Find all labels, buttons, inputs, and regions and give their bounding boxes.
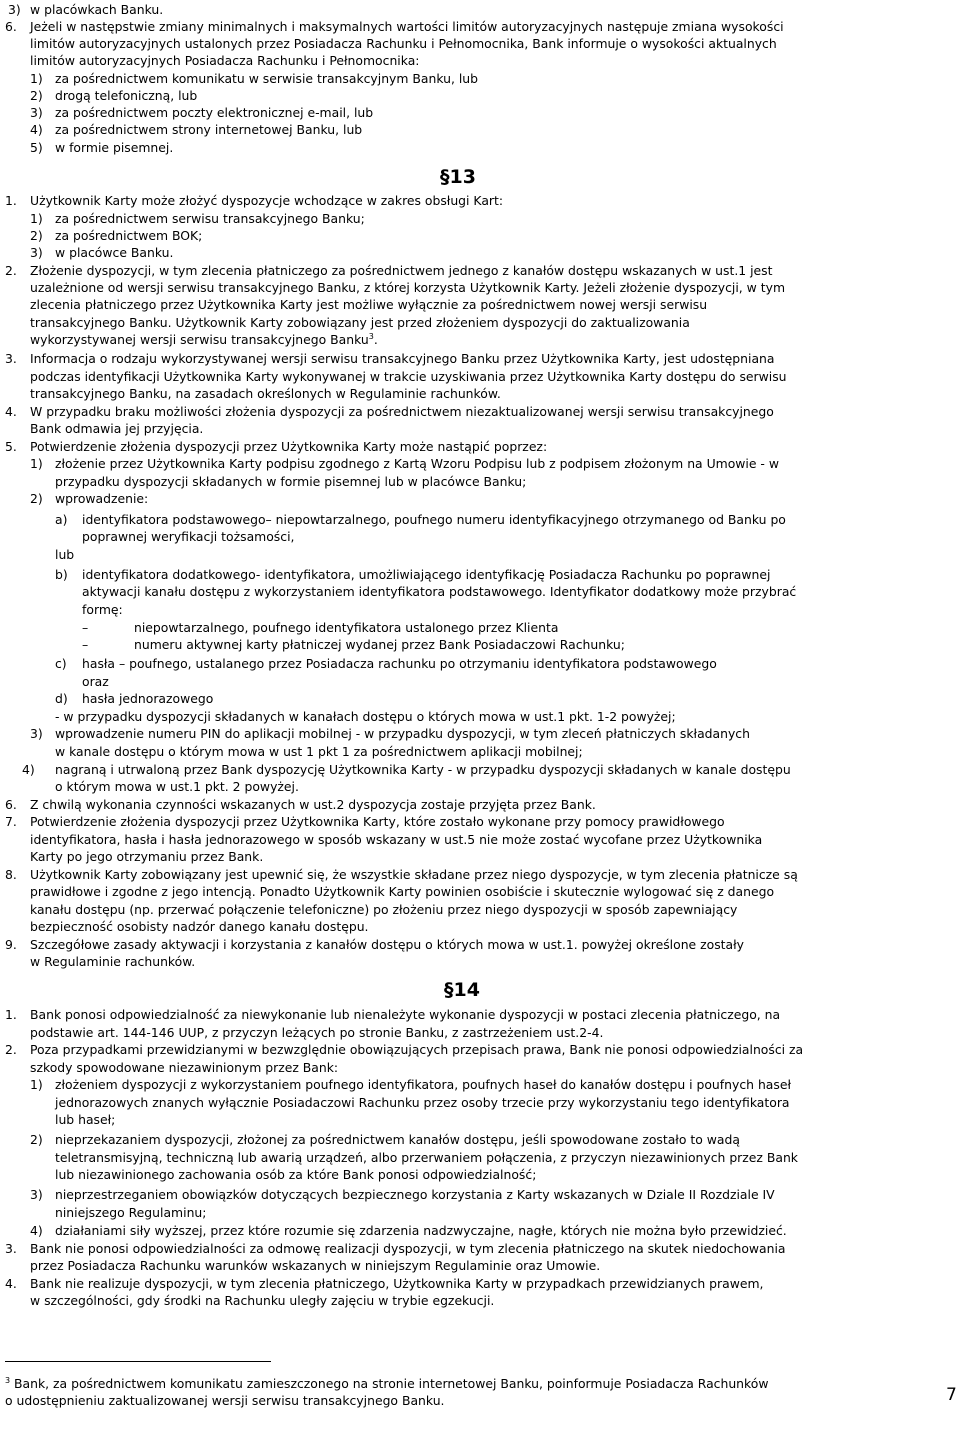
paragraph-line: wprowadzenie: bbox=[55, 491, 149, 506]
paragraph-line: transakcyjnego Banku. Użytkownik Karty zobowiązany jest przed złożeniem dyspozycji do zaktualizowania bbox=[30, 315, 690, 330]
section-heading: §13 bbox=[440, 166, 476, 188]
paragraph-line: limitów autoryzacyjnych ustalonych przez Posiadacza Rachunku i Pełnomocnika, Bank informuje o wysokości aktualnych bbox=[30, 36, 777, 51]
paragraph-line: W przypadku braku możliwości złożenia dyspozycji za pośrednictwem niezaktualizowanej wersji serwisu transakcyjnego bbox=[30, 404, 774, 419]
list-number: 3) bbox=[30, 105, 43, 120]
list-number: 2) bbox=[30, 491, 43, 506]
paragraph-line: Z chwilą wykonania czynności wskazanych w ust.2 dyspozycja zostaje przyjęta przez Bank. bbox=[30, 797, 596, 812]
list-item: w placówkach Banku. bbox=[30, 2, 164, 17]
paragraph-line: wprowadzenie numeru PIN do aplikacji mobilnej - w przypadku dyspozycji, w tym zleceń płatniczych składanych bbox=[55, 726, 750, 741]
list-number: 4) bbox=[30, 122, 43, 137]
list-number: 5) bbox=[30, 140, 43, 155]
list-number: 1. bbox=[5, 1007, 17, 1022]
page-number: 7 bbox=[946, 1385, 957, 1405]
list-number: 6. bbox=[5, 19, 17, 34]
list-number: 6. bbox=[5, 797, 17, 812]
paragraph-text: wykorzystywanej wersji serwisu transakcyjnego Banku bbox=[30, 332, 369, 347]
paragraph-line: hasła – poufnego, ustalanego przez Posiadacza rachunku po otrzymaniu identyfikatora podstawowego bbox=[82, 656, 717, 671]
paragraph-line: nagraną i utrwaloną przez Bank dyspozycję Użytkownika Karty - w przypadku dyspozycji składanych w kanale dostępu bbox=[55, 762, 791, 777]
paragraph-line: Potwierdzenie złożenia dyspozycji przez Użytkownika Karty, które zostało wykonane przy pomocy prawidłowego bbox=[30, 814, 725, 829]
dash-bullet: – bbox=[82, 637, 89, 652]
dash-bullet: – bbox=[82, 620, 89, 635]
paragraph-line: identyfikatora podstawowego– niepowtarzalnego, poufnego numeru identyfikacyjnego otrzymanego od Banku po bbox=[82, 512, 786, 527]
list-number: 2) bbox=[30, 88, 43, 103]
paragraph-line: Bank nie ponosi odpowiedzialności za odmowę realizacji dyspozycji, w tym zlecenia płatniczego na skutek niedochowania bbox=[30, 1241, 786, 1256]
paragraph-line: Poza przypadkami przewidzianymi w bezwzględnie obowiązujących przepisach prawa, Bank nie ponosi odpowiedzialności za bbox=[30, 1042, 804, 1057]
list-number: 1. bbox=[5, 193, 17, 208]
paragraph-line: Bank nie realizuje dyspozycji, w tym zlecenia płatniczego, Użytkownika Karty w przypadkach przewidzianych prawem, bbox=[30, 1276, 764, 1291]
paragraph-line: nieprzekazaniem dyspozycji, złożonej za pośrednictwem kanałów dostępu, jeśli spowodowane zostało to wadą bbox=[55, 1132, 740, 1147]
list-number: 3) bbox=[8, 2, 21, 17]
paragraph-line: identyfikatora, hasła i hasła jednorazowego w sposób wskazany w ust.5 nie może zostać wycofane przez Użytkownika bbox=[30, 832, 763, 847]
paragraph-line: działaniami siły wyższej, przez które rozumie się zdarzenia nadzwyczajne, nagłe, których nie można było przewidzieć. bbox=[55, 1223, 787, 1238]
list-item: za pośrednictwem komunikatu w serwisie transakcyjnym Banku, lub bbox=[55, 71, 479, 86]
list-number: c) bbox=[55, 656, 67, 671]
paragraph-line: kanału dostępu (np. przerwać połączenie telefoniczne) po złożeniu przez niego dyspozycji w sposób zapewniający bbox=[30, 902, 738, 917]
footnote-separator bbox=[5, 1361, 271, 1362]
section-heading: §14 bbox=[444, 979, 480, 1001]
paragraph-line: Szczegółowe zasady aktywacji i korzystania z kanałów dostępu o których mowa w ust.1. powyżej określone zostały bbox=[30, 937, 744, 952]
paragraph-line: hasła jednorazowego bbox=[82, 691, 214, 706]
list-number: 2) bbox=[30, 228, 43, 243]
paragraph-line: poprawnej weryfikacji tożsamości, bbox=[82, 529, 295, 544]
paragraph-line: Użytkownik Karty może złożyć dyspozycje wchodzące w zakres obsługi Kart: bbox=[30, 193, 504, 208]
footnote-line bbox=[5, 1375, 769, 1392]
paragraph-line: lub niezawinionego zachowania osób za które Bank ponosi odpowiedzialność; bbox=[55, 1167, 537, 1182]
paragraph-line: uzależnione od wersji serwisu transakcyjnego Banku, z której korzysta Użytkownik Karty. Jeżeli złożenie dyspozycji, w tym bbox=[30, 280, 786, 295]
paragraph-line: nieprzestrzeganiem obowiązków dotyczących bezpiecznego korzystania z Karty wskazanych w Dziale II Rozdziale IV bbox=[55, 1187, 775, 1202]
paragraph-line: w kanale dostępu o którym mowa w ust 1 pkt 1 za pośrednictwem aplikacji mobilnej; bbox=[55, 744, 583, 759]
list-number: 3) bbox=[30, 726, 43, 741]
paragraph-line: Użytkownik Karty zobowiązany jest upewnić się, że wszystkie składane przez niego dyspozycje, w tym zlecenia płatnicze są bbox=[30, 867, 798, 882]
footnote-ref: 3 bbox=[368, 331, 374, 341]
paragraph-line: Informacja o rodzaju wykorzystywanej wersji serwisu transakcyjnego Banku przez Użytkownika Karty, jest udostępniana bbox=[30, 351, 775, 366]
list-item: za pośrednictwem serwisu transakcyjnego Banku; bbox=[55, 211, 365, 226]
paragraph-line: złożeniem dyspozycji z wykorzystaniem poufnego identyfikatora, poufnych haseł do kanałów dostępu i poufnych haseł bbox=[55, 1077, 791, 1092]
paragraph-line: transakcyjnego Banku, na zasadach określonych w Regulaminie rachunków. bbox=[30, 386, 501, 401]
paragraph-line: zlecenia płatniczego przez Użytkownika Karty jest możliwe wyłącznie za pośrednictwem nowej wersji serwisu bbox=[30, 297, 708, 312]
paragraph-line: przypadku dyspozycji składanych w formie pisemnej lub w placówce Banku; bbox=[55, 474, 527, 489]
paragraph-line: aktywacji kanału dostępu z wykorzystaniem identyfikatora podstawowego. Identyfikator dodatkowy może przybrać bbox=[82, 584, 797, 599]
list-item: za pośrednictwem strony internetowej Banku, lub bbox=[55, 122, 363, 137]
paragraph-line: o którym mowa w ust.1 pkt. 2 powyżej. bbox=[55, 779, 299, 794]
list-number: 1) bbox=[30, 1077, 43, 1092]
paragraph-line: jednorazowych znanych wyłącznie Posiadaczowi Rachunku przez osoby trzecie przy wykorzystaniu tego identyfikatora bbox=[55, 1095, 790, 1110]
footnote-text: Bank, za pośrednictwem komunikatu zamieszczonego na stronie internetowej Banku, poinformuje Posiadacza Rachunków bbox=[14, 1376, 769, 1391]
list-item: za pośrednictwem BOK; bbox=[55, 228, 203, 243]
list-number: 4. bbox=[5, 1276, 17, 1291]
paragraph-line: złożenie przez Użytkownika Karty podpisu zgodnego z Kartą Wzoru Podpisu lub z podpisem złożonym na Umowie - w bbox=[55, 456, 779, 471]
footnote-mark: 3 bbox=[5, 1375, 11, 1385]
list-number: 1) bbox=[30, 71, 43, 86]
paragraph-line: przez Posiadacza Rachunku warunków wskazanych w niniejszym Regulaminie oraz Umowie. bbox=[30, 1258, 601, 1273]
paragraph-line: identyfikatora dodatkowego- identyfikatora, umożliwiającego identyfikację Posiadacza Rachunku po poprawnej bbox=[82, 567, 771, 582]
list-number: 7. bbox=[5, 814, 17, 829]
paragraph-line: limitów autoryzacyjnych Posiadacza Rachunku i Pełnomocnika: bbox=[30, 53, 420, 68]
list-number: 9. bbox=[5, 937, 17, 952]
list-number: 3) bbox=[30, 245, 43, 260]
paragraph-line: prawidłowe i zgodne z jego intencją. Ponadto Użytkownik Karty powinien osobiście i skutecznie wylogować się z danego bbox=[30, 884, 775, 899]
paragraph-line: teletransmisyjną, techniczną lub awarią urządzeń, albo przerwaniem połączenia, z przyczyn niezawinionych przez Bank bbox=[55, 1150, 798, 1165]
paragraph-line: w Regulaminie rachunków. bbox=[30, 954, 196, 969]
paragraph-line: formę: bbox=[82, 602, 123, 617]
paragraph-line: Jeżeli w następstwie zmiany minimalnych i maksymalnych wartości limitów autoryzacyjnych następuje zmiana wysokości bbox=[30, 19, 784, 34]
list-item: w placówce Banku. bbox=[55, 245, 174, 260]
sentence-end: . bbox=[373, 332, 378, 347]
list-number: b) bbox=[55, 567, 68, 582]
list-number: 3. bbox=[5, 351, 17, 366]
paragraph-line: Złożenie dyspozycji, w tym zlecenia płatniczego za pośrednictwem jednego z kanałów dostępu wskazanych w ust.1 jest bbox=[30, 263, 773, 278]
list-number: 5. bbox=[5, 439, 17, 454]
paragraph-line: Bank odmawia jej przyjęcia. bbox=[30, 421, 204, 436]
list-item: niepowtarzalnego, poufnego identyfikatora ustalonego przez Klienta bbox=[134, 620, 559, 635]
list-item: drogą telefoniczną, lub bbox=[55, 88, 198, 103]
list-number: 1) bbox=[30, 211, 43, 226]
paragraph-line: Bank ponosi odpowiedzialność za niewykonanie lub nienależyte wykonanie dyspozycji w postaci zlecenia płatniczego, na bbox=[30, 1007, 781, 1022]
paragraph-line: w szczególności, gdy środki na Rachunku uległy zajęciu w trybie egzekucji. bbox=[30, 1293, 495, 1308]
paragraph-line: podczas identyfikacji Użytkownika Karty wykonywanej w trakcie uzyskiwania przez Użytkownika Karty dostępu do serwisu bbox=[30, 369, 787, 384]
list-number: 4. bbox=[5, 404, 17, 419]
paragraph-line: lub haseł; bbox=[55, 1112, 116, 1127]
paragraph-line: oraz bbox=[82, 674, 109, 689]
paragraph-line: - w przypadku dyspozycji składanych w kanałach dostępu o których mowa w ust.1 pkt. 1-2 powyżej; bbox=[55, 709, 676, 724]
list-number: 8. bbox=[5, 867, 17, 882]
list-number: d) bbox=[55, 691, 68, 706]
paragraph-line: lub bbox=[55, 547, 75, 562]
list-item: za pośrednictwem poczty elektronicznej e-mail, lub bbox=[55, 105, 374, 120]
list-number: 3. bbox=[5, 1241, 17, 1256]
paragraph-line: podstawie art. 144-146 UUP, z przyczyn leżących po stronie Banku, z zastrzeżeniem ust.2-4. bbox=[30, 1025, 604, 1040]
paragraph-line bbox=[30, 331, 378, 348]
paragraph-line: bezpieczność osobisty nadzór danego kanału dostępu. bbox=[30, 919, 369, 934]
list-number: 2. bbox=[5, 263, 17, 278]
list-item: numeru aktywnej karty płatniczej wydanej przez Bank Posiadaczowi Rachunku; bbox=[134, 637, 625, 652]
list-number: 2. bbox=[5, 1042, 17, 1057]
list-number: 4) bbox=[22, 762, 35, 777]
paragraph-line: niniejszego Regulaminu; bbox=[55, 1205, 207, 1220]
paragraph-line: szkody spowodowane niezawinionym przez Bank: bbox=[30, 1060, 339, 1075]
list-number: 3) bbox=[30, 1187, 43, 1202]
list-number: 4) bbox=[30, 1223, 43, 1238]
footnote-line: o udostępnieniu zaktualizowanej wersji serwisu transakcyjnego Banku. bbox=[5, 1393, 445, 1408]
list-number: 2) bbox=[30, 1132, 43, 1147]
list-number: a) bbox=[55, 512, 68, 527]
list-item: w formie pisemnej. bbox=[55, 140, 174, 155]
paragraph-line: Potwierdzenie złożenia dyspozycji przez Użytkownika Karty może nastąpić poprzez: bbox=[30, 439, 548, 454]
paragraph-line: Karty po jego otrzymaniu przez Bank. bbox=[30, 849, 264, 864]
list-number: 1) bbox=[30, 456, 43, 471]
